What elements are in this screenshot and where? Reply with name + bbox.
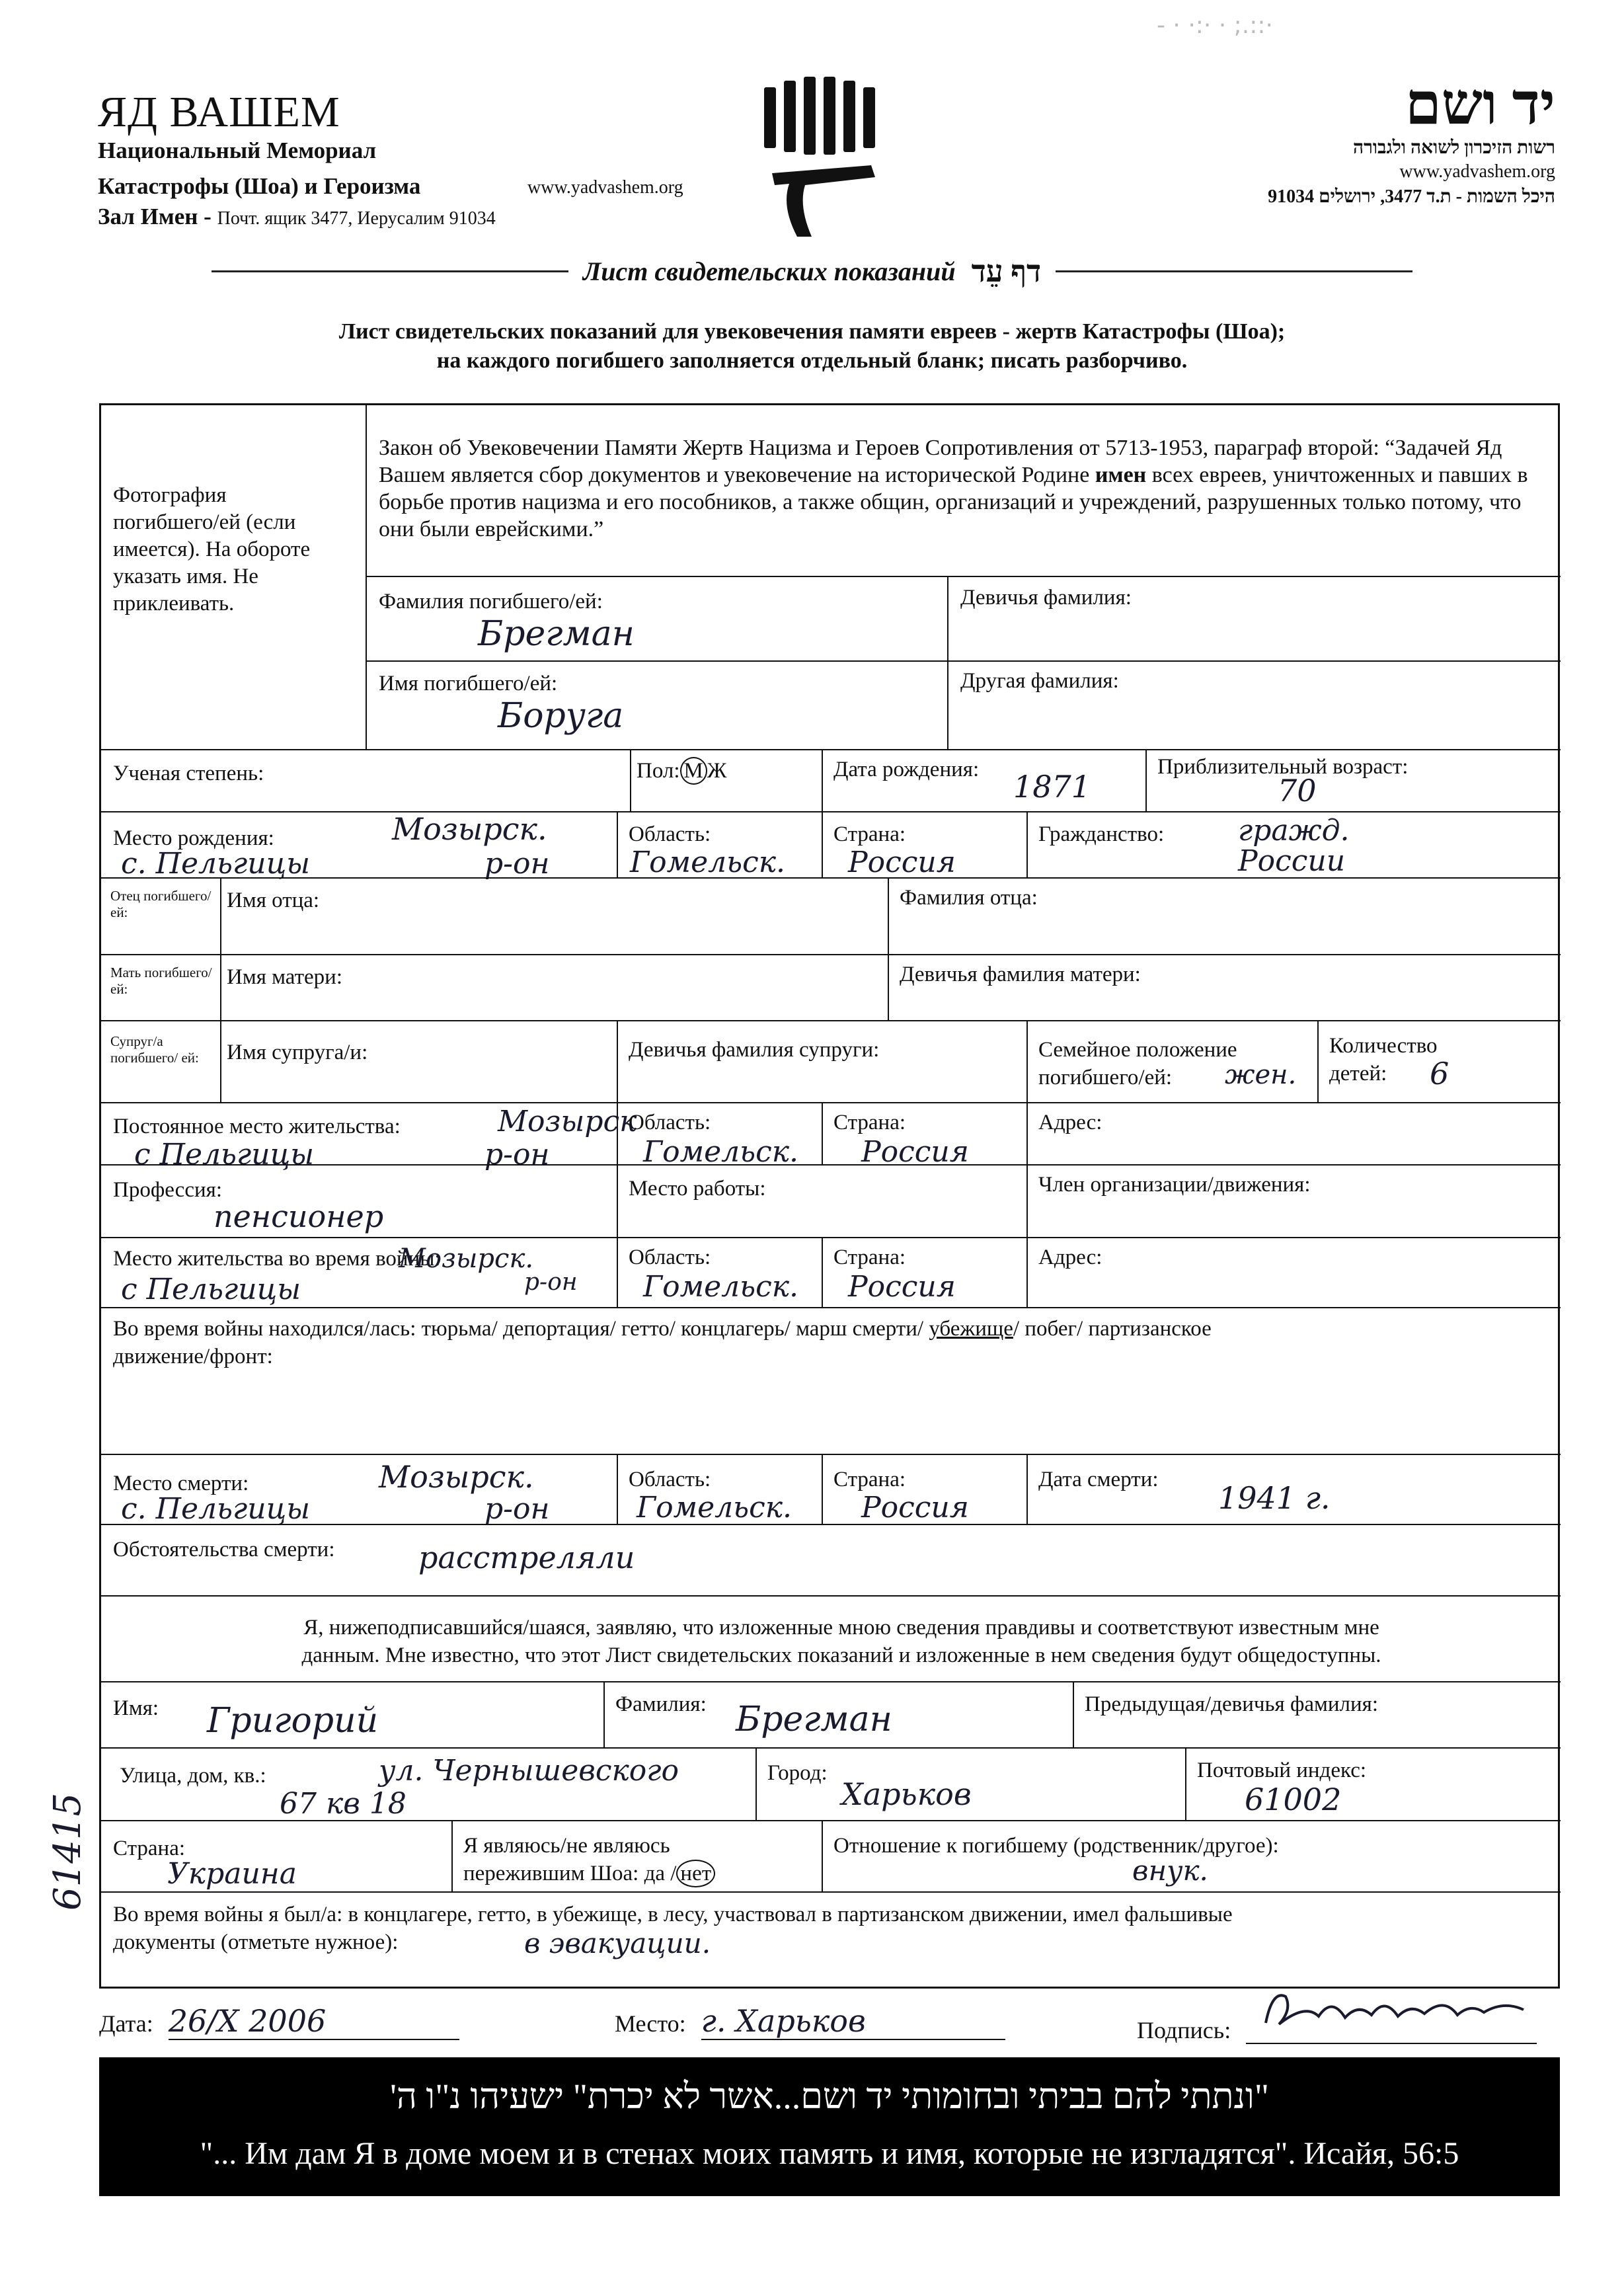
col-line [617, 1454, 618, 1524]
surname-label: Фамилия погибшего/ей: [379, 590, 603, 613]
death-place-field-3[interactable]: р-он [484, 1492, 550, 1526]
street-label: Улица, дом, кв.: [120, 1764, 266, 1788]
row-line [101, 954, 1561, 955]
org-line-hebrew-2: היכל השמות - ת.ד 3477, ירושלים 91034 [1268, 186, 1555, 207]
sex-field[interactable] [637, 757, 726, 785]
father-name-label: Имя отца: [227, 889, 320, 912]
survivor-label-1: Я являюсь/не являюсь [463, 1834, 670, 1858]
relation-label: Отношение к погибшему (родственник/другое): [833, 1834, 1279, 1858]
spouse-maiden-label: Девичья фамилия супруги: [629, 1038, 880, 1062]
row-line [101, 1681, 1561, 1682]
workplace-label: Место работы: [629, 1177, 766, 1201]
surname-field[interactable]: Брегман [478, 614, 635, 654]
death-date-label: Дата смерти: [1038, 1468, 1159, 1491]
col-line [755, 1747, 757, 1820]
footer-quote-banner [99, 2057, 1560, 2196]
place-label: Место: [615, 2010, 686, 2037]
war-address-label: Адрес: [1038, 1245, 1102, 1269]
footer-quote-hebrew: "ונתתי להם בביתי ובחומותי יד ושם...אשר לא יכרת" ישעיהו נ"ו ה' [390, 2076, 1269, 2116]
row-line [101, 1102, 1561, 1103]
sex-label: Пол: [637, 759, 680, 783]
survivor-no-option[interactable]: нет [676, 1860, 715, 1887]
street-field-2[interactable]: 67 кв 18 [280, 1787, 406, 1821]
signature-label: Подпись: [1137, 2017, 1231, 2043]
sex-female-option[interactable]: Ж [707, 759, 727, 783]
row-line [101, 1164, 1561, 1166]
circumstances-label: Обстоятельства смерти: [113, 1538, 335, 1561]
row-line [101, 1307, 1561, 1308]
col-line [1026, 811, 1028, 877]
spouse-label: Супруг/а погибшего/ ей: [110, 1033, 199, 1066]
father-surname-label: Фамилия отца: [900, 886, 1038, 910]
residence-label: Постоянное место жительства: [113, 1115, 401, 1138]
residence-field-1[interactable]: Мозырск [498, 1105, 637, 1138]
children-label-1: Количество [1329, 1034, 1438, 1058]
date-row [99, 2003, 459, 2040]
col-line [1185, 1747, 1186, 1820]
hall-label: Зал Имен - [98, 204, 212, 229]
col-line [1026, 1454, 1028, 1524]
death-region-field[interactable]: Гомельск. [637, 1491, 793, 1524]
col-line [1026, 1020, 1028, 1102]
circumstances-field[interactable]: расстреляли [418, 1540, 635, 1575]
residence-country-field[interactable]: Россия [861, 1135, 969, 1169]
mother-maiden-label: Девичья фамилия матери: [900, 963, 1141, 986]
survivor-yes-option[interactable]: да / [644, 1862, 677, 1885]
col-line [1026, 1102, 1028, 1307]
law-text-bold: имен [1095, 463, 1147, 487]
signature-scribble-icon [1246, 1983, 1537, 2036]
war-residence-label: Место жительства во время войны: [113, 1247, 441, 1271]
title-rule-left [212, 270, 568, 272]
marital-status-label-1: Семейное положение [1038, 1038, 1237, 1062]
city-field[interactable]: Харьков [841, 1776, 972, 1812]
residence-region-field[interactable]: Гомельск. [643, 1135, 799, 1169]
row-line [101, 877, 1561, 879]
sex-male-option[interactable]: М [680, 757, 707, 785]
row-line [101, 1595, 1561, 1597]
war-residence-field-3[interactable]: р-он [524, 1269, 578, 1296]
hall-address: Почт. ящик 3477, Иерусалим 91034 [217, 208, 496, 229]
photo-divider [366, 405, 367, 749]
birthplace-country-field[interactable]: Россия [848, 846, 956, 879]
col-line [1073, 1681, 1074, 1747]
father-label: Отец погибшего/ ей: [110, 888, 212, 920]
approx-age-label: Приблизительный возраст: [1157, 755, 1409, 779]
submitter-name-field[interactable]: Григорий [207, 1701, 379, 1741]
birthplace-region-field[interactable]: Гомельск. [630, 846, 786, 879]
row-line [101, 811, 1561, 812]
approx-age-field[interactable]: 70 [1278, 773, 1317, 809]
declaration-line-1: Я, нижеподписавшийся/шаяся, заявляю, что изложенные мною сведения правдивы и соответствуют известным мне [303, 1616, 1379, 1640]
col-line [888, 877, 889, 1020]
war-experience-field[interactable]: в эвакуации. [524, 1927, 711, 1959]
col-line [220, 877, 221, 1102]
postcode-field[interactable]: 61002 [1245, 1782, 1342, 1817]
profession-label: Профессия: [113, 1178, 222, 1202]
children-field[interactable]: 6 [1430, 1056, 1450, 1091]
survivor-label-2: пережившим Шоа: [463, 1862, 639, 1885]
citizenship-field-1[interactable]: гражд. [1238, 814, 1350, 848]
citizenship-field-2[interactable]: России [1238, 844, 1346, 878]
archive-number: 61415 [46, 1792, 89, 1911]
intro-line-2: на каждого погибшего заполняется отдельный бланк; писать разборчиво. [436, 348, 1188, 373]
war-residence-field-1[interactable]: Мозырск. [399, 1244, 534, 1274]
war-region-label: Область: [629, 1245, 711, 1269]
row-line [101, 1820, 1561, 1821]
birth-date-field[interactable]: 1871 [1013, 769, 1091, 805]
row-line [101, 1747, 1561, 1749]
photo-placeholder[interactable]: Фотография погибшего/ей (если имеется). На обороте указать имя. Не приклеивать. [113, 483, 311, 615]
war-status-selected[interactable]: убежище [929, 1317, 1013, 1341]
submitter-surname-field[interactable]: Брегман [736, 1700, 892, 1739]
mother-name-label: Имя матери: [227, 965, 342, 989]
col-line [822, 1820, 823, 1891]
col-line [451, 1820, 453, 1891]
law-text [379, 434, 1542, 543]
death-country-field[interactable]: Россия [861, 1491, 969, 1524]
submitter-surname-label: Фамилия: [615, 1692, 707, 1716]
intro-line-1: Лист свидетельских показаний для увековечения памяти евреев - жертв Катастрофы (Шоа); [338, 319, 1286, 344]
sheet-title: Лист свидетельских показаний [582, 257, 956, 286]
residence-region-label: Область: [629, 1111, 711, 1134]
birth-date-label: Дата рождения: [833, 758, 980, 781]
org-title: ЯД ВАШЕМ [98, 88, 340, 136]
row-line [101, 1020, 1561, 1021]
signature-field[interactable] [1246, 2003, 1537, 2044]
col-line [1145, 749, 1147, 811]
postcode-label: Почтовый индекс: [1197, 1759, 1367, 1782]
name-label: Имя погибшего/ей: [379, 672, 558, 695]
place-field[interactable]: г. Харьков [701, 2003, 1005, 2040]
birthplace-label: Место рождения: [113, 826, 274, 850]
member-label: Член организации/движения: [1038, 1173, 1311, 1197]
submitter-country-label: Страна: [113, 1837, 186, 1860]
country-label: Страна: [833, 822, 906, 846]
yad-vashem-logo-icon [759, 74, 891, 239]
org-line-1: Национальный Мемориал [98, 138, 377, 163]
war-country-field[interactable]: Россия [848, 1270, 956, 1304]
date-field[interactable]: 26/X 2006 [169, 2003, 459, 2040]
col-line [822, 1454, 823, 1524]
region-label: Область: [629, 822, 711, 846]
marital-status-label-2: погибшего/ей: [1038, 1066, 1173, 1089]
degree-label: Ученая степень: [113, 762, 264, 785]
survivor-field[interactable] [463, 1860, 715, 1887]
death-place-field-1[interactable]: Мозырск. [379, 1459, 534, 1495]
declaration-line-2: данным. Мне известно, что этот Лист свидетельских показаний и изложенные в нем сведения будут общедоступны. [301, 1643, 1381, 1667]
row-line [101, 1891, 1561, 1893]
org-line-2-text: Катастрофы (Шоа) и Героизма [98, 173, 421, 199]
law-text-a: Закон об Увековечении Памяти Жертв Нацизма и Героев Сопротивления от 5713-1953, параграф второй: “Задачей Яд Вашем является сбор документов и увековечение на исторической Родине [379, 436, 1502, 487]
residence-field-3[interactable]: р-он [484, 1138, 550, 1171]
row-line [101, 1524, 1561, 1525]
submitter-name-label: Имя: [113, 1696, 159, 1720]
war-status-line-2: движение/фронт: [113, 1345, 273, 1368]
col-line [630, 749, 631, 811]
war-status-field[interactable] [113, 1316, 1212, 1341]
relation-field[interactable]: внук. [1132, 1854, 1208, 1887]
col-line [822, 1237, 823, 1307]
row-line [101, 749, 1561, 750]
law-text-b: всех евреев, уничтоженных и павших в борьбе против нацизма и его пособников, а также общин, организаций и учреждений, разрушенных только потому, что они были еврейскими.” [379, 463, 1528, 541]
city-label: Город: [767, 1761, 828, 1785]
war-region-field[interactable]: Гомельск. [643, 1270, 799, 1304]
mother-label: Мать погибшего/ ей: [110, 965, 212, 997]
col-line [603, 1681, 605, 1747]
residence-country-label: Страна: [833, 1111, 906, 1134]
testimony-form [99, 403, 1560, 1989]
death-country-label: Страна: [833, 1468, 906, 1491]
footer-quote-russian: "... Им дам Я в доме моем и в стенах моих память и имя, которые не изгладятся". Исайя, 56:5 [200, 2136, 1459, 2171]
intro-text [0, 317, 1624, 375]
street-field-1[interactable]: ул. Чернышевского [379, 1754, 679, 1788]
title-rule-right [1056, 270, 1412, 272]
residence-field-2[interactable]: с Пельгицы [134, 1138, 315, 1171]
residence-address-label: Адрес: [1038, 1111, 1102, 1134]
citizenship-label: Гражданство: [1038, 822, 1165, 846]
children-label-2: детей: [1329, 1062, 1387, 1086]
war-experience-line-1: Во время войны я был/а: в концлагере, гетто, в убежище, в лесу, участвовал в партизанском движении, имел фальшивые [113, 1903, 1233, 1926]
other-surname-label: Другая фамилия: [960, 669, 1119, 693]
name-field[interactable]: Боруга [498, 696, 624, 736]
birthplace-field-1[interactable]: Мозырск. [392, 811, 547, 847]
submitter-prev-surname-label: Предыдущая/девичья фамилия: [1085, 1692, 1379, 1716]
hall-line [98, 204, 496, 230]
col-line [617, 811, 618, 877]
row-line [366, 576, 1561, 577]
war-status-text-b: / побег/ партизанское [1013, 1317, 1212, 1341]
maiden-name-label: Девичья фамилия: [960, 586, 1132, 610]
death-date-field[interactable]: 1941 г. [1218, 1480, 1331, 1516]
birthplace-field-3[interactable]: р-он [484, 847, 550, 881]
marital-status-field[interactable]: жен. [1225, 1060, 1297, 1090]
row-line [101, 1237, 1561, 1238]
war-experience-line-2: документы (отметьте нужное): [113, 1930, 399, 1954]
war-country-label: Страна: [833, 1245, 906, 1269]
col-line [822, 749, 823, 811]
war-residence-field-2[interactable]: с Пельгицы [121, 1273, 301, 1306]
col-line [822, 811, 823, 877]
spouse-name-label: Имя супруга/и: [227, 1041, 368, 1064]
death-region-label: Область: [629, 1468, 711, 1491]
org-line-2 [98, 173, 420, 200]
submitter-country-field[interactable]: Украина [167, 1857, 297, 1891]
org-title-hebrew: יד ושם [1405, 73, 1555, 137]
col-line [1317, 1020, 1319, 1102]
profession-field[interactable]: пенсионер [213, 1199, 384, 1234]
date-label: Дата: [99, 2010, 153, 2037]
sheet-title-row [0, 254, 1624, 289]
row-line [101, 1454, 1561, 1455]
website-right: www.yadvashem.org [1399, 161, 1555, 182]
org-line-hebrew-1: רשות הזיכרון לשואה ולגבורה [1352, 138, 1555, 158]
col-line [617, 1020, 618, 1102]
website-left: www.yadvashem.org [527, 177, 683, 198]
col-line [947, 576, 948, 749]
sheet-title-hebrew: דף עֵד [971, 255, 1042, 288]
signature-row [1137, 2003, 1537, 2044]
death-place-field-2[interactable]: с. Пельгицы [121, 1492, 311, 1526]
row-line [366, 660, 1561, 662]
war-status-text-a: Во время войны находился/лась: тюрьма/ депортация/ гетто/ концлагерь/ марш смерти/ [113, 1317, 929, 1341]
archive-stamp: - · ·:· · ;.::· [1157, 12, 1273, 39]
place-row [615, 2003, 1005, 2040]
death-place-label: Место смерти: [113, 1472, 249, 1495]
col-line [822, 1102, 823, 1164]
birthplace-field-2[interactable]: с. Пельгицы [121, 847, 311, 881]
